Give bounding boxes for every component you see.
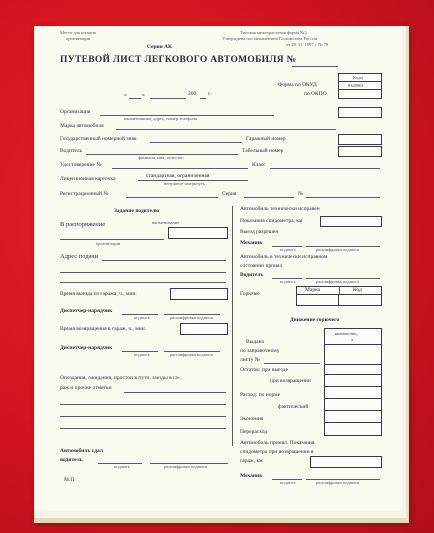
dispatcher-1-decode-hint: расшифровка подписи [170, 315, 213, 320]
accepted-sign-hint: подпись [280, 279, 296, 284]
consumption-norm-label: Расход: по норме [240, 392, 281, 398]
delays-label-2: раж и прочие отметки [60, 385, 112, 391]
odometer-box[interactable] [320, 216, 382, 227]
stamp-place-label-2: организации [66, 36, 91, 41]
organization-hint: наименование, адрес, номер телефона [124, 116, 197, 121]
economy-label: Экономия [240, 416, 264, 422]
license-hint: ненужное зачеркнуть [164, 181, 205, 186]
handed-decode-hint: расшифровка подписи [164, 464, 207, 469]
okud-label: Форма по ОКУД [278, 82, 317, 88]
car-accepted-label-3: гараж, км [240, 458, 263, 464]
okpo-code-box[interactable] [338, 89, 382, 99]
depart-time-label: Время выезда из гаража, ч., мин. [60, 291, 137, 297]
return-odometer-box[interactable] [310, 456, 382, 468]
overuse-label: Перерасход [240, 429, 268, 435]
delays-line-2[interactable] [60, 404, 226, 405]
car-accepted-label-1: Автомобиль принял. Показания [240, 440, 315, 446]
issued-qty-box[interactable] [324, 344, 382, 366]
return-time-box[interactable] [180, 323, 228, 335]
series-field-line[interactable] [244, 197, 294, 198]
dispatcher-2-decode-hint: расшифровка подписи [170, 352, 213, 357]
delays-label-1: Опоздания, ожидания, простои в пути, заезды в га- [60, 375, 180, 381]
organization-label: Организация [60, 109, 91, 115]
series-field-label: Серия [222, 191, 237, 197]
license-card-label: Лицензионная карточка [60, 176, 116, 182]
accepted-label-2: состоянии принял [240, 263, 283, 269]
date-year: 200 [188, 91, 197, 97]
car-accepted-label-2: спидометра при возвращении в [240, 449, 314, 455]
at-disposal-label: В распоряжение [60, 221, 106, 228]
number-field-line[interactable] [306, 197, 380, 198]
overuse-box[interactable] [324, 422, 382, 436]
garage-no-label: Гаражный номер [246, 136, 286, 142]
issued-label-1: Выдано [246, 339, 265, 345]
reg-plate-label: Государственный номерной знак [60, 136, 137, 142]
fuel-label: Горючее [240, 291, 260, 297]
return-time-label: Время возвращения в гараж, ч., мин. [60, 326, 147, 332]
reg-plate-line[interactable] [150, 142, 242, 143]
delays-line-1[interactable] [124, 392, 226, 393]
consumption-actual-label: фактический [278, 404, 309, 410]
stamp-place-label: Место для штампа [60, 30, 96, 35]
mechanic-decode-hint: расшифровка подписи [316, 247, 359, 252]
waybill-form: Место для штампа организации Типовая межотраслевая форма №3 Утверждена постановлением Госкомстата России от 28. 11. 1997 г. № 78 Серия АК ПУТЕВОЙ ЛИСТ ЛЕГКОВОГО АВТОМОБИЛЯ № « » 200 г. Коды Форма по ОКУД 0345001 по ОКПО Организация наименование, адрес, номер телефона Марка автомобиля Государственный номерной знак Гаражный номер Водитель фамилия, имя, отчество Табельный номер Удостоверение № Класс Лицензионная карточка стандартная, ограниченная ненужное зачеркнуть Регистрационный № Серия № Задание водителю В распоряжение наименование организации Адрес подачи Время выезда из гаража, ч., мин. Диспетчер-нарядчик подпись расшифровка подписи Время возвращения в гараж, ч., мин. Диспетчер-нарядчик подпись расшифровка подписи Опоздания, ожидания, простои в пути, заезды в га- раж и прочие отметки Автомобиль сдал водитель подпись расшифровка подписи М.П. Автомобиль технически исправен Показания спидометра, км Выезд разрешен Механик подпись расшифровка подписи Автомобиль в технически исправном состоянии принял Водитель подпись расшифровка подписи Горючее Марка Код Движение горючего количество, л Выдано по заправочному листу № Остаток: при выезде при возвращении Расход: по норме фактический Экономия Перерасход Автомобиль принял. Показания спидометра при возвращении в гараж, км Механик подпись расшифровка подписи [34, 26, 402, 511]
tab-no-box[interactable] [338, 146, 382, 157]
issued-label-3: листу № [240, 357, 260, 363]
handed-label-1: Автомобиль сдал [60, 448, 103, 454]
delays-line-3[interactable] [60, 416, 226, 417]
fuel-header-box: Марка Код [296, 286, 382, 296]
remainder-return-label: при возвращении [270, 378, 311, 384]
delivery-address-line-3[interactable] [60, 282, 226, 283]
delays-line-4[interactable] [60, 428, 226, 429]
okpo-label: по ОКПО [304, 91, 327, 97]
name-hint: наименование [152, 220, 180, 225]
org-hint: организации [96, 241, 121, 246]
exit-allowed-label: Выезд разрешен [240, 229, 279, 235]
driver-label: Водитель [60, 148, 83, 154]
handed-label-2: водитель [60, 457, 83, 463]
issued-label-2: по заправочному [240, 348, 280, 354]
form-type: Типовая межотраслевая форма №3 [240, 30, 307, 35]
odometer-label: Показания спидометра, км [240, 218, 303, 224]
car-brand-label: Марка автомобиля [60, 123, 104, 129]
depart-time-box[interactable] [170, 288, 228, 300]
certificate-label: Удостоверение № [60, 162, 102, 168]
codes-header-box: Коды [338, 73, 382, 83]
approval-line-1: Утверждена постановлением Госкомстата России [222, 36, 318, 41]
disposal-line[interactable] [60, 239, 164, 240]
garage-no-box[interactable] [338, 134, 382, 145]
seal-place-label: М.П. [64, 477, 76, 483]
mechanic-2-sign-hint: подпись [280, 480, 296, 485]
mechanic-2-label: Механик [240, 473, 263, 479]
dispatcher-1-sign-hint: подпись [134, 315, 150, 320]
delivery-address-label: Адрес подачи [60, 253, 99, 260]
certificate-line[interactable] [112, 168, 248, 169]
car-brand-line[interactable] [116, 129, 336, 130]
class-line[interactable] [270, 168, 380, 169]
remainder-depart-label: Остаток: при выезде [240, 367, 288, 373]
tab-no-label: Табельный номер [242, 148, 284, 154]
accepted-driver-label: Водитель [240, 272, 264, 278]
reg-no-line[interactable] [126, 197, 218, 198]
mechanic-sign-hint: подпись [280, 247, 296, 252]
qty-header-box: количество, л [324, 328, 382, 346]
dispatcher-2-label: Диспетчер-нарядчик [60, 345, 113, 351]
date-day-quote: « [124, 92, 127, 98]
dispatcher-1-label: Диспетчер-нарядчик [60, 308, 113, 314]
column-divider [232, 206, 233, 446]
driver-task-heading: Задание водителю [114, 208, 160, 214]
handed-sign-hint: подпись [114, 464, 130, 469]
waybill-pad [34, 26, 409, 523]
approval-line-2: от 28. 11. 1997 г. № 78 [286, 42, 329, 47]
number-underline [292, 66, 338, 67]
license-options[interactable]: стандартная, ограниченная [146, 173, 210, 179]
fuel-movement-heading: Движение горючего [290, 317, 340, 323]
mechanic-label: Механик [240, 240, 263, 246]
disposal-code-box[interactable] [168, 227, 228, 239]
form-title: ПУТЕВОЙ ЛИСТ ЛЕГКОВОГО АВТОМОБИЛЯ № [60, 55, 297, 65]
class-label: Класс [252, 162, 266, 168]
delivery-address-line-1[interactable] [102, 260, 226, 261]
driver-hint: фамилия, имя, отчество [138, 155, 184, 160]
reg-no-label: Регистрационный № [60, 191, 109, 197]
number-field-label: № [298, 191, 304, 197]
dispatcher-2-sign-hint: подпись [134, 352, 150, 357]
fuel-code-box[interactable] [338, 294, 382, 306]
okud-code-box[interactable]: 0345001 [338, 81, 382, 91]
car-ok-label: Автомобиль технически исправен [240, 206, 320, 212]
delivery-address-line-2[interactable] [60, 272, 226, 273]
organization-code-box[interactable] [338, 107, 382, 118]
accepted-decode-hint: расшифровка подписи [316, 279, 359, 284]
fuel-brand-box[interactable] [296, 294, 340, 306]
mechanic-2-decode-hint: расшифровка подписи [316, 480, 359, 485]
accepted-label-1: Автомобиль в технически исправном [240, 254, 328, 260]
series-label: Серия АК [147, 44, 173, 50]
